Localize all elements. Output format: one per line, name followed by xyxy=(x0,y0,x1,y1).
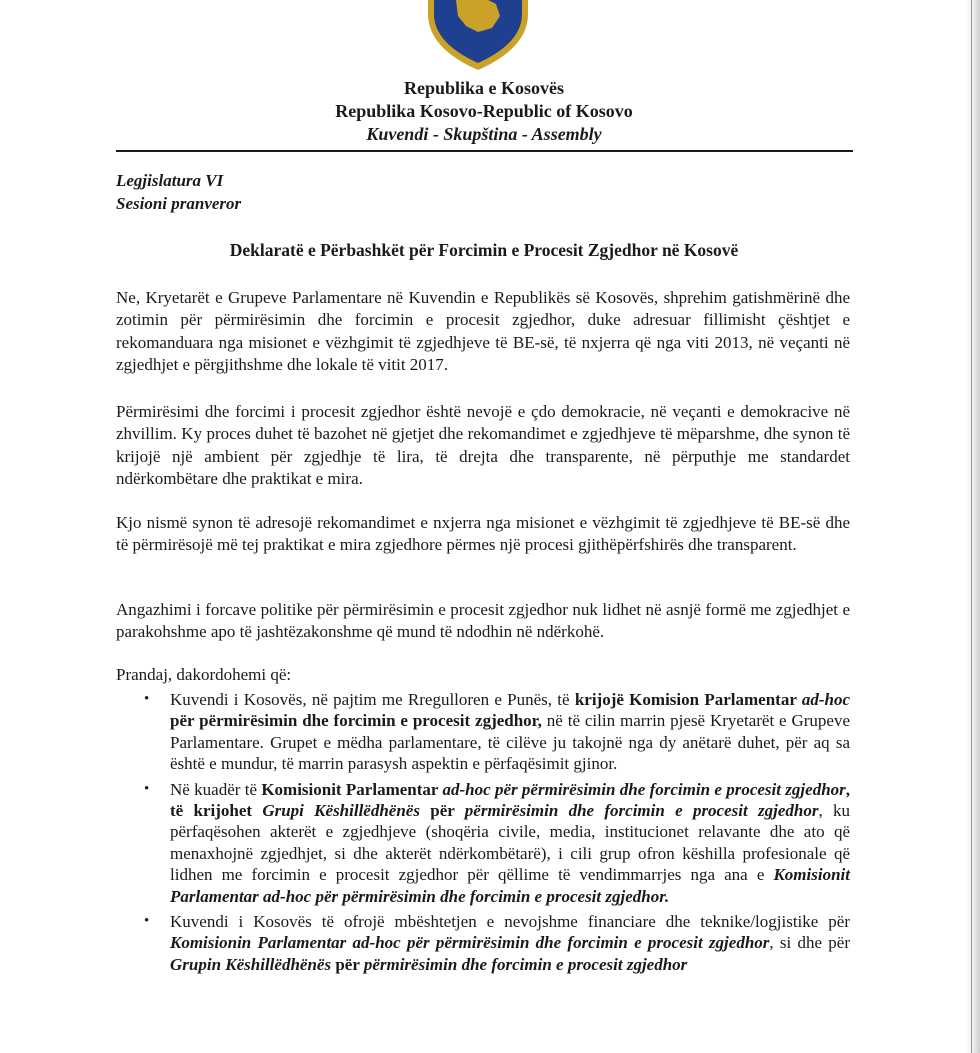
bullet-bold-text: për xyxy=(419,801,465,821)
list-item xyxy=(144,779,850,907)
bullet-bold-text: për xyxy=(331,954,364,974)
bullet-bold-text: , të krijohet xyxy=(170,779,851,821)
bullet-bold-italic-text: Grupi Këshillëdhënës xyxy=(262,801,420,821)
bullet-bold-italic-text: Komisionin Parlamentar ad-hoc për përmirësimin dhe forcimin e procesit zgjedhor xyxy=(170,933,770,953)
agreement-list xyxy=(144,689,850,979)
bullet-text: , ku përfaqësohen akterët e zgjedhjeve (shoqëria civile, media, institucionet relavante dhe ato që menaxhojnë zgjedhjet, si dhe akterët ndërkombëtarë), i cili grup ofron këshilla profesionale që lidhen me forcimin e procesit zgjedhor për qëllime të vendimmarrjes nga ana e xyxy=(170,801,850,885)
agreement-intro: Prandaj, dakordohemi që: xyxy=(116,665,292,684)
bullet-bold-italic-text: ad-hoc për përmirësimin dhe forcimin e procesit zgjedhor xyxy=(442,779,846,799)
bullet-bold-italic-text: Komisionit Parlamentar ad-hoc për përmirësimin dhe forcimin e procesit zgjedhor. xyxy=(170,865,850,906)
bullet-bold-italic-text: ad-hoc xyxy=(801,690,850,709)
bullet-icon: • xyxy=(144,691,150,707)
bullet-bold-text: Komisionit Parlamentar xyxy=(261,779,443,799)
paragraph-4: Angazhimi i forcave politike për përmirësimin e procesit zgjedhor nuk lidhet në asnjë formë me zgjedhjet e parakohshme apo të jashtëzakonshme që mund të ndodhin në ndërkohë. xyxy=(116,600,850,642)
bullet-icon: • xyxy=(144,780,150,797)
list-item xyxy=(144,911,850,975)
header-assembly: Kuvendi - Skupština - Assembly xyxy=(366,124,602,144)
legislature-label: Legjislatura VI xyxy=(116,171,224,190)
bullet-text: në të cilin marrin pjesë Kryetarët e Grupeve Parlamentare. Grupet e mëdha parlamentare, të cilëve ju takojnë nga dy anëtarë duhet, për aq sa është e mundur, të marrin parasysh aspektin e përfaqësimit gjinor. xyxy=(170,711,851,774)
paragraph-3: Kjo nismë synon të adresojë rekomandimet e nxjerra nga misionet e vëzhgimit të zgjedhjeve të BE-së dhe të përmirësojë më tej praktikat e mira zgjedhore përmes një procesi gjithëpërfshirës dhe transparent. xyxy=(116,513,850,555)
header-divider xyxy=(116,150,853,152)
bullet-bold-italic-text: Grupin Këshillëdhënës xyxy=(170,954,332,974)
bullet-bold-italic-text: përmirësimin dhe forcimin e procesit zgjedhor xyxy=(363,954,688,974)
bullet-text: Kuvendi i Kosovës, në pajtim me Rregulloren e Punës, të xyxy=(170,690,575,709)
paragraph-2: Përmirësimi dhe forcimi i procesit zgjedhor është nevojë e çdo demokracie, në veçanti e demokracive në zhvillim. Ky proces duhet të bazohet në gjetjet dhe rekomandimet e zgjedhjeve të mëparshme, dhe synon të krijojë një ambient për zgjedhje të lira, të drejta dhe transparente, në përputhje me standardet ndërkombëtare dhe praktikat e mira. xyxy=(116,402,850,488)
session-label: Sesioni pranveror xyxy=(116,194,242,213)
bullet-bold-text: për përmirësimin dhe forcimin e procesit zgjedhor, xyxy=(170,711,542,731)
header-country-albanian: Republika e Kosovës xyxy=(403,78,565,98)
list-item xyxy=(144,689,850,775)
paragraph-1: Ne, Kryetarët e Grupeve Parlamentare në Kuvendin e Republikës së Kosovës, shprehim gatishmërinë dhe zotimin për përmirësimin dhe forcimin e procesit zgjedhor, duke adresuar fillimisht çështjet e rekomanduara nga misionet e vëzhgimit të zgjedhjeve të BE-së, të nxjerra që nga viti 2013, në veçanti në zgjedhjet e përgjithshme dhe lokale të vitit 2017. xyxy=(116,288,850,374)
bullet-text: Kuvendi i Kosovës të ofrojë mbështetjen e nevojshme financiare dhe teknike/logjistike për xyxy=(170,912,850,932)
kosovo-coat-of-arms-icon xyxy=(426,0,530,70)
header-country-serbian-english: Republika Kosovo-Republic of Kosovo xyxy=(335,101,633,121)
page-edge-line xyxy=(971,0,972,1053)
bullet-bold-text: krijojë Komision Parlamentar xyxy=(574,690,802,709)
bullet-icon: • xyxy=(144,913,150,930)
bullet-text: , si dhe për xyxy=(769,933,850,953)
page-edge-shadow xyxy=(966,0,980,1053)
bullet-bold-italic-text: përmirësimin dhe forcimin e procesit zgjedhor xyxy=(464,801,819,821)
bullet-text: Në kuadër të xyxy=(170,779,262,799)
declaration-title: Deklaratë e Përbashkët për Forcimin e Procesit Zgjedhor në Kosovë xyxy=(229,240,739,260)
